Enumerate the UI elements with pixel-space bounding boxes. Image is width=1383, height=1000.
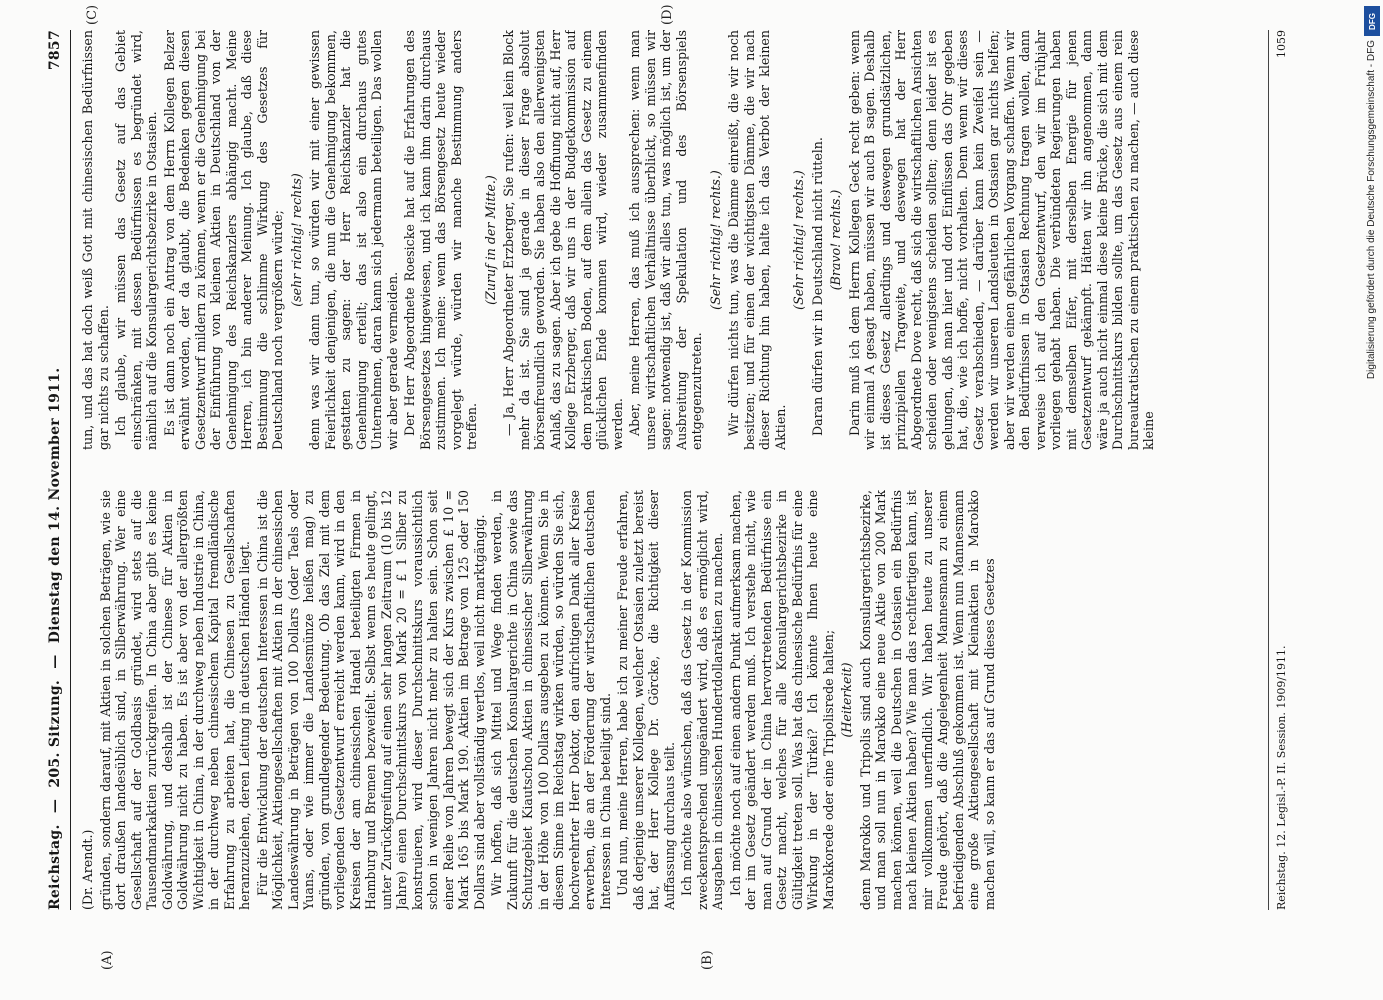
paragraph: Es ist dann noch ein Antrag von dem Herrn Kollegen Belzer erwähnt worden, der da glaubt, die Bedenken gegen diesen Gesetzentwurf mildern zu können, wenn er die Genehmigung bei der Einführung von kleinen Aktien in Deutschland von der Genehmigung des Reichskanzlers abhängig macht. Meine Herren, ich bin anderer Meinung. Ich glaube, daß diese Bestimmung die schlimme Wirkung des Gesetzes für Deutschland noch vergrößern würde; bbox=[161, 30, 285, 450]
dfg-notice: Digitalisierung gefördert durch die Deutsche Forschungsgemeinschaft - DFG bbox=[1366, 40, 1377, 380]
paragraph: Darin muß ich dem Herrn Kollegen Geck recht geben: wenn wir einmal A gesagt haben, müssen wir auch B sagen. Deshalb ist dieses Gesetz allerdings und deswegen grundsätzlichen, prinzipiellen Tragweite, und deswegen hat der Herr Abgeordnete Dove recht, daß sich die wirtschaftlichen Ansichten scheiden oder wenigstens scheiden sollten; denn leider ist es gelungen, daß man hier und dort Einflüssen das Ohr gegeben hat, die, wie ich hoffe, nicht vorhalten. Denn wenn wir dieses Gesetz verabschieden, — darüber kann kein Zweifel sein — werden wir unseren Landsleuten in Ostasien gar nichts helfen; aber wir werden einen gefährlichen Vorgang schaffen. Wenn wir den Bedürfnissen in Ostasien Rechnung tragen wollen, dann verweise ich auf den Gesetzentwurf, den wir im Frühjahr vorliegen gehabt haben. Die verbündeten Regierungen haben mit demselben Eifer, mit derselben Energie für jenen Gesetzentwurf gekämpft. Hätten wir ihn angenommen, dann wäre ja auch nicht einmal diese kleine Brücke, die sich mit dem Durchschnittskurs bilden sollte, um das Gesetz aus einem rein bureaukratischen zu einem praktischen zu machen, — auch diese kleine bbox=[846, 30, 1156, 450]
margin-mark-c: (C) bbox=[85, 4, 100, 25]
paragraph: Der Herr Abgeordnete Roesicke hat auf die Erfahrungen des Börsengesetzes hingewiesen, und ich kann ihm darin durchaus zustimmen. Ich meine: wenn das Börsengesetz heute wieder vorgelegt würde, würden wir manche Bestimmung anders treffen. bbox=[402, 30, 479, 450]
header-dash: — bbox=[47, 798, 63, 814]
paragraph: Ich glaube, wir müssen das Gesetz auf das Gebiet einschränken, mit dessen Bedürfnissen es begründet wird, nämlich auf die Konsulargerichtsbezirke in Ostasien. bbox=[113, 30, 159, 450]
paragraph: — Ja, Herr Abgeordneter Erzberger, Sie rufen: weil kein Block mehr da ist. Sie sind ja gerade in dieser Frage absolut börsenfreundlich geworden. Sie haben also den allerwenigsten Anlaß, das zu sagen. Aber ich gebe die Hoffnung nicht auf, Herr Kollege Erzberger, daß wir uns in der Budgetkommission auf dem praktischen Boden, auf dem allein das Gesetz zu einem glücklichen Ende kommen wird, wieder zusammenfinden werden. bbox=[501, 30, 625, 450]
paragraph: tun, und das hat doch weiß Gott mit chinesischen Bedürfnissen gar nichts zu schaffen. bbox=[80, 30, 111, 450]
page-number: 7857 bbox=[47, 30, 63, 71]
interjection: (Heiterkeit) bbox=[839, 662, 854, 738]
paragraph: Aber, meine Herren, das muß ich aussprechen: wenn man unsere wirtschaftlichen Verhältnisse überblickt, so müssen wir sagen: notwendig ist, daß wir alles tun, was möglich ist, um der Ausbreitung der Spekulation und des Börsenspiels entgegenzutreten. bbox=[627, 30, 704, 450]
paragraph: Wir dürfen nichts tun, was die Dämme einreißt, die wir noch besitzen; und für einen der wichtigsten Dämme, die wir nach dieser Richtung hin haben, halte ich das Verbot der kleinen Aktien. bbox=[726, 30, 788, 450]
margin-mark-d: (D) bbox=[660, 4, 675, 25]
interjection: (Zuruf in der Mitte.) bbox=[482, 175, 498, 305]
paragraph: gründen, sondern darauf, mit Aktien in solchen Beträgen, wie sie dort draußen landesüblich sind, in Silberwährung. Wer eine Gesellschaft auf der Goldbasis gründet, wird stets auf die Tausendmarkaktien zurückgreifen. In China aber gibt es keine Goldwährung, und deshalb ist der Chinese für Aktien in Goldwährung nicht zu haben. Es ist aber von der allergrößten Wichtigkeit in China, in der durchweg neben Industrie in China, in der durchweg neben chinesischem Kapital fremdländische Erfahrung zu arbeiten hat, die Chinesen zu Gesellschaften heranzuziehen, deren Leitung in deutschen Händen liegt. bbox=[97, 490, 252, 910]
speaker-tag: (Dr. Arendt.) bbox=[80, 829, 95, 910]
interjection: (Sehr richtig! rechts.) bbox=[791, 170, 806, 310]
footer-right: 1059 bbox=[1274, 30, 1288, 58]
rotated-page-content bbox=[40, 0, 1340, 1000]
paragraph: Daran dürfen wir in Deutschland nicht rütteln. bbox=[809, 137, 825, 436]
footer-left: Reichstag. 12. Legisl.-P. II. Session. 1909/1911. bbox=[1274, 645, 1288, 910]
interjection: (sehr richtig! rechts) bbox=[288, 173, 304, 307]
interjection: (Bravo! rechts.) bbox=[828, 189, 843, 291]
margin-mark-a: (A) bbox=[100, 950, 115, 970]
paragraph: denn was wir dann tun, so würden wir mit einer gewissen Feierlichkeit denjenigen, die nun die Genehmigung bekommen, gestatten zu sagen: der Herr Reichskanzler hat die Genehmigung erteilt; das ist also ein durchaus gutes Unternehmen, daran kann sich jedermann beteiligen. Das wollen wir aber gerade vermeiden. bbox=[307, 30, 400, 450]
header-session: 205. Sitzung. bbox=[47, 679, 63, 788]
interjection: (Sehr richtig! rechts.) bbox=[707, 170, 723, 310]
paragraph: Wir hoffen, daß sich Mittel und Wege finden werden, in Zukunft für die deutschen Konsulargerichte in China sowie das Schutzgebiet Kiautschou Aktien in chinesischer Silberwährung in der Höhe von 100 Dollars ausgeben zu können. Wenn Sie in diesem Sinne im Reichstag wirken würden, so würden Sie sich, hochverehrter Herr Doktor, den aufrichtigen Dank aller Kreise erwerben, die an der Förderung der wirtschaftlichen deutschen Interessen in China beteiligt sind. bbox=[489, 490, 613, 910]
header-left: Reichstag. bbox=[47, 824, 63, 910]
page-footer bbox=[1268, 30, 1293, 910]
paragraph: Und nun, meine Herren, habe ich zu meiner Freude erfahren, daß derjenige unserer Kollegen, welcher Ostasien zuletzt bereist hat, der Herr Kollege Dr. Görcke, die Richtigkeit dieser Auffassung durchaus teilt. bbox=[615, 490, 677, 910]
dfg-logo: DFG bbox=[1364, 6, 1380, 36]
right-column bbox=[80, 30, 1260, 450]
paragraph: denn Marokko und Tripolis sind auch Konsulargerichtsbezirke, und man soll nun in Marokko eine neue Aktie von 200 Mark machen können, weil die Deutschen in Ostasien ein Bedürfnis nach kleinen Aktien haben? Wie man das rechtfertigen kann, ist mir vollkommen unerfindlich. Wir haben heute zu unserer Freude gehört, daß die Angelegenheit Mannesmann zu einem befriedigenden Abschluß gekommen ist. Wenn nun Mannesmann eine große Aktiengesellschaft mit Kleinaktien in Marokko machen will, so kann er das auf Grund dieses Gesetzes bbox=[857, 490, 997, 910]
header-dash-2: — bbox=[47, 654, 63, 669]
paragraph: Ich möchte noch auf einen andern Punkt aufmerksam machen, der im Gesetz geändert werden muß. Ich verstehe nicht, wie man auf Grund der in China hervortretenden Bedürfnisse ein Gesetz macht, welches für alle Konsulargerichtsbezirke in Gültigkeit treten soll. Was hat das chinesische Bedürfnis für eine Wirkung in der Türkei? Ich könnte Ihnen heute eine Marokkorede oder eine Tripolisrede halten; bbox=[727, 490, 836, 910]
running-header bbox=[40, 30, 71, 910]
header-date: Dienstag den 14. November 1911. bbox=[47, 367, 63, 644]
paragraph: Für die Entwicklung der deutschen Interessen in China ist die Möglichkeit, Aktiengesellschaften mit Aktien in der chinesischen Landeswährung in Beträgen von 100 Dollars (oder Taels oder Yuans, oder wie immer die Landesmünze heißen mag) zu gründen, von grundlegender Bedeutung. Ob das Ziel mit dem vorliegenden Gesetzentwurf erreicht werden kann, wird in den Kreisen der am chinesischen Handel beteiligten Firmen in Hamburg und Bremen bezweifelt. Selbst wenn es heute gelingt, unter Zurückgreifung auf einen sehr langen Zeitraum (10 bis 12 Jahre) einen Durchschnittskurs von Mark 20 = £ 1 Silber zu konstruieren, wird dieser Durchschnittskurs voraussichtlich schon in wenigen Jahren nicht mehr zu halten sein. Schon seit einer Reihe von Jahren bewegt sich der Kurs zwischen £ 10 = Mark 165 bis Mark 190. Aktien im Betrage von 125 oder 150 Dollars sind aber vollständig wertlos, weil nicht marktgängig. bbox=[254, 490, 487, 910]
paragraph: Ich möchte also wünschen, daß das Gesetz in der Kommission zweckentsprechend umgeändert wird, daß es ermöglicht wird, Ausgaben in chinesischen Hundertdollaraktien zu machen. bbox=[679, 490, 725, 910]
left-column bbox=[80, 490, 1260, 910]
margin-mark-b: (B) bbox=[700, 950, 715, 970]
